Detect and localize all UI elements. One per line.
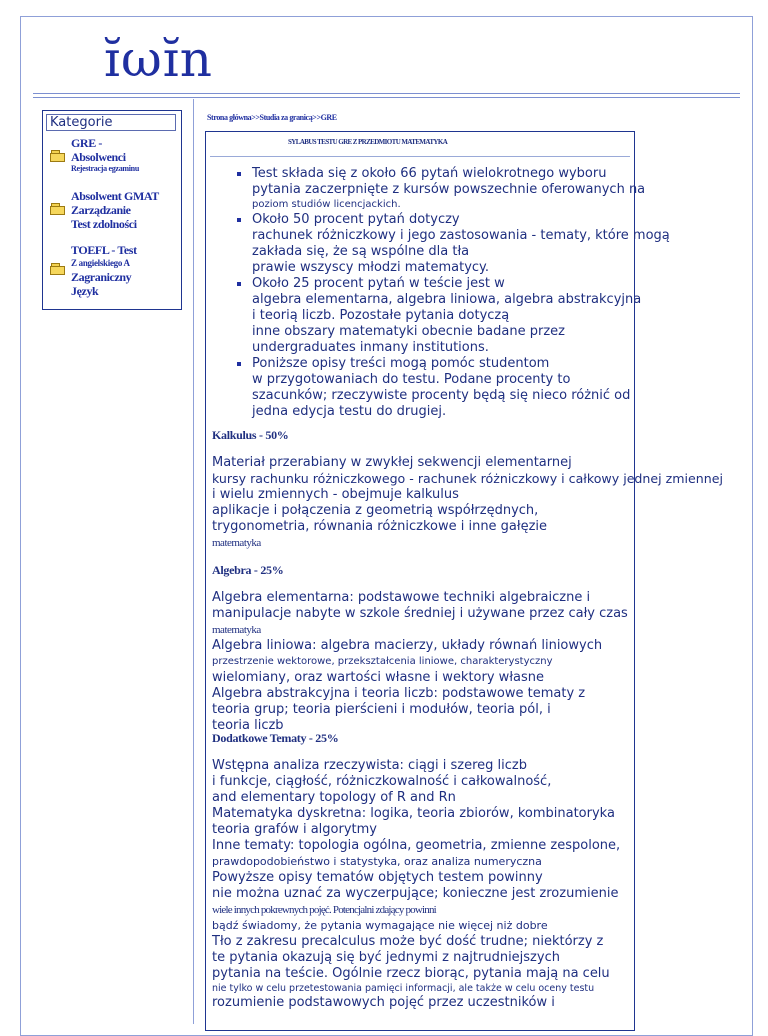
algebra-heading: Algebra - 25% bbox=[212, 563, 284, 577]
text-line: nie tylko w celu przetestowania pamięci informacji, ale także w celu oceny testu bbox=[212, 983, 595, 994]
header-divider bbox=[33, 93, 740, 94]
sidebar-item-gre[interactable] bbox=[50, 136, 180, 176]
bullet-text-line: algebra elementarna, algebra liniowa, algebra abstrakcyjna bbox=[252, 292, 642, 307]
text-line: teoria grup; teoria pierścieni i modułów, teoria pól, i bbox=[212, 702, 551, 717]
bullet-text-line: undergraduates inmany institutions. bbox=[252, 340, 489, 355]
list-item bbox=[238, 212, 670, 276]
text-line: and elementary topology of R and Rn bbox=[212, 790, 456, 805]
list-item bbox=[238, 166, 670, 212]
kalkulus-heading: Kalkulus - 50% bbox=[212, 428, 289, 442]
bullet-text-line: Około 25 procent pytań w teście jest w bbox=[252, 276, 505, 291]
text-line: bądź świadomy, że pytania wymagające nie więcej niż dobre bbox=[212, 919, 548, 932]
text-line: teoria liczb bbox=[212, 718, 284, 733]
text-line: trygonometria, równania różniczkowe i inne gałęzie bbox=[212, 519, 548, 534]
sidebar-item-label[interactable]: Zarządzanie bbox=[71, 203, 131, 217]
text-line: i wielu zmiennych - obejmuje kalkulus bbox=[212, 487, 459, 502]
list-item bbox=[238, 276, 670, 356]
sidebar-item-label[interactable]: Test zdolności bbox=[71, 217, 137, 231]
text-line: Algebra liniowa: algebra macierzy, układy równań liniowych bbox=[212, 638, 603, 653]
breadcrumb[interactable]: Strona główna>>Studia za granicą>>GRE bbox=[207, 113, 337, 122]
bullet-text-line: poziom studiów licencjackich. bbox=[252, 199, 401, 210]
bullet-text-line: jedna edycja testu do drugiej. bbox=[252, 404, 447, 419]
bullet-text-line: w przygotowaniach do testu. Podane procenty to bbox=[252, 372, 571, 387]
text-line: pytania na teście. Ogólnie rzecz biorąc, pytania mają na celu bbox=[212, 966, 610, 981]
text-line: rozumienie podstawowych pojęć przez uczestników i bbox=[212, 995, 555, 1010]
sidebar-item-sublabel[interactable]: Rejestracja egzaminu bbox=[71, 164, 139, 173]
sidebar-item-label[interactable]: Zagraniczny bbox=[71, 270, 132, 284]
text-line: wielomiany, oraz wartości własne i wektory własne bbox=[212, 670, 544, 685]
bullet-text-line: pytania zaczerpnięte z kursów powszechnie oferowanych na bbox=[252, 182, 646, 197]
text-line: matematyka bbox=[212, 624, 261, 636]
sidebar-title: Kategorie bbox=[46, 114, 176, 131]
text-line: Wstępna analiza rzeczywista: ciągi i szereg liczb bbox=[212, 758, 528, 773]
text-line: manipulacje nabyte w szkole średniej i używane przez cały czas bbox=[212, 606, 628, 621]
additional-topics-text bbox=[212, 758, 620, 1011]
column-divider bbox=[193, 99, 194, 1024]
sidebar-item-gmat[interactable] bbox=[50, 189, 180, 233]
text-line: matematyka bbox=[212, 537, 261, 549]
sidebar-item-label[interactable]: TOEFL - Test bbox=[71, 243, 137, 257]
text-line: Matematyka dyskretna: logika, teoria zbiorów, kombinatoryka bbox=[212, 806, 615, 821]
title-divider bbox=[210, 156, 630, 157]
intro-bullet-list bbox=[238, 166, 670, 420]
text-line: aplikacje i połączenia z geometrią współrzędnych, bbox=[212, 503, 539, 518]
text-line: Tło z zakresu precalculus może być dość trudne; niektórzy z bbox=[212, 934, 604, 949]
algebra-text bbox=[212, 590, 628, 734]
folder-icon bbox=[50, 150, 66, 162]
text-line: przestrzenie wektorowe, przekształcenia liniowe, charakterystyczny bbox=[212, 656, 553, 667]
bullet-text-line: szacunków; rzeczywiste procenty będą się nieco różnić od bbox=[252, 388, 631, 403]
text-line: te pytania okazują się być jednymi z najtrudniejszych bbox=[212, 950, 560, 965]
text-line: i funkcje, ciągłość, różniczkowalność i całkowalność, bbox=[212, 774, 552, 789]
section-title: SYLABUS TESTU GRE Z PRZEDMIOTU MATEMATYKA bbox=[288, 138, 448, 146]
folder-icon bbox=[50, 263, 66, 275]
bullet-text-line: prawie wszyscy młodzi matematycy. bbox=[252, 260, 490, 275]
sidebar-item-toefl[interactable] bbox=[50, 243, 180, 301]
text-line: Algebra abstrakcyjna i teoria liczb: podstawowe tematy z bbox=[212, 686, 586, 701]
text-line: Materiał przerabiany w zwykłej sekwencji elementarnej bbox=[212, 455, 572, 470]
sidebar-item-sublabel[interactable]: Z angielskiego A bbox=[71, 258, 130, 268]
sidebar-item-label[interactable]: Absolwent GMAT bbox=[71, 189, 159, 203]
text-line: prawdopodobieństwo i statystyka, oraz analiza numeryczna bbox=[212, 855, 542, 868]
bullet-text-line: inne obszary matematyki obecnie badane przez bbox=[252, 324, 565, 339]
text-line: Algebra elementarna: podstawowe techniki algebraiczne i bbox=[212, 590, 591, 605]
text-line: teoria grafów i algorytmy bbox=[212, 822, 377, 837]
folder-icon bbox=[50, 203, 66, 215]
text-line: Powyższe opisy tematów objętych testem powinny bbox=[212, 870, 543, 885]
sidebar-item-label[interactable]: GRE - bbox=[71, 136, 103, 150]
bullet-text-line: Około 50 procent pytań dotyczy bbox=[252, 212, 460, 227]
bullet-text-line: rachunek różniczkowy i jego zastosowania - tematy, które mogą bbox=[252, 228, 670, 243]
site-logo[interactable]: ɪ̆ωɪ̆n bbox=[104, 30, 213, 88]
text-line: Inne tematy: topologia ogólna, geometria, zmienne zespolone, bbox=[212, 838, 621, 853]
bullet-text-line: i teorią liczb. Pozostałe pytania dotyczą bbox=[252, 308, 510, 323]
list-item bbox=[238, 356, 670, 420]
additional-topics-heading: Dodatkowe Tematy - 25% bbox=[212, 731, 339, 745]
bullet-text-line: Poniższe opisy treści mogą pomóc studentom bbox=[252, 356, 550, 371]
text-line: nie można uznać za wyczerpujące; konieczne jest zrozumienie bbox=[212, 886, 619, 901]
bullet-text-line: zakłada się, że są wspólne dla tła bbox=[252, 244, 470, 259]
kalkulus-text bbox=[212, 455, 723, 551]
text-line: kursy rachunku różniczkowego - rachunek różniczkowy i całkowy jednej zmiennej bbox=[212, 471, 723, 486]
sidebar-item-label[interactable]: Absolwenci bbox=[71, 150, 126, 164]
header-divider-second bbox=[33, 97, 740, 98]
sidebar-item-label[interactable]: Język bbox=[71, 284, 99, 298]
bullet-text-line: Test składa się z około 66 pytań wielokrotnego wyboru bbox=[252, 166, 607, 181]
text-line: wiele innych pokrewnych pojęć. Potencjalni zdający powinni bbox=[212, 904, 436, 916]
